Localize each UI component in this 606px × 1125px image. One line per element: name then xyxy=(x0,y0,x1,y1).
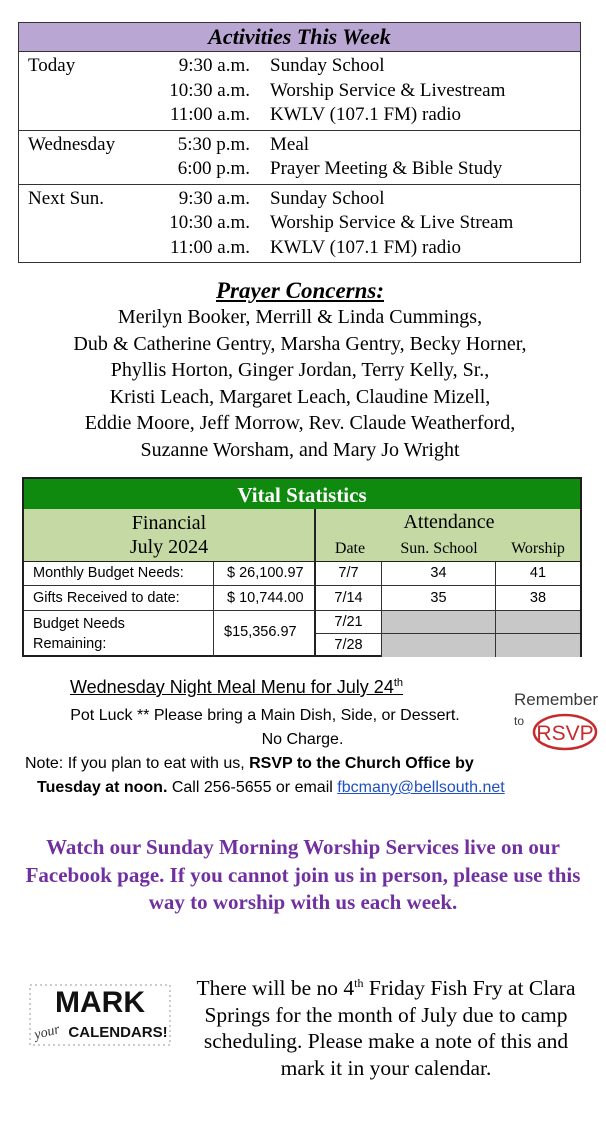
prayer-line: Kristi Leach, Margaret Leach, Claudine Mizell, xyxy=(109,385,491,408)
activity-desc: KWLV (107.1 FM) radio xyxy=(270,104,462,125)
activity-time: 11:00 a.m. xyxy=(169,236,250,258)
activity-row xyxy=(19,133,580,158)
attendance-date: 7/7 xyxy=(316,562,382,586)
meal-no-charge: No Charge. xyxy=(261,731,344,748)
activity-time: 9:30 a.m. xyxy=(178,55,250,76)
activity-time: 9:30 a.m. xyxy=(178,187,250,209)
attendance-date: 7/14 xyxy=(316,586,382,611)
activity-row xyxy=(19,157,580,182)
activity-time: 10:30 a.m. xyxy=(169,212,250,233)
activity-time: 6:00 p.m. xyxy=(177,158,250,179)
activity-group-today xyxy=(19,52,580,131)
activity-desc: Worship Service & Livestream xyxy=(270,79,506,101)
attendance-worship xyxy=(496,634,580,657)
badge-your: your xyxy=(32,1022,62,1043)
prayer-line: Dub & Catherine Gentry, Marsha Gentry, Becky Horner, xyxy=(73,332,527,355)
prayer-line: Eddie Moore, Jeff Morrow, Rev. Claude Weatherford, xyxy=(84,412,516,434)
col-worship-header: Worship xyxy=(511,540,565,557)
col-sunday-school-header: Sun. School xyxy=(400,540,478,557)
financial-header xyxy=(24,509,316,561)
activity-row xyxy=(19,211,580,236)
attendance-sunday-school: 34 xyxy=(382,562,496,586)
attendance-label: Attendance xyxy=(403,511,495,533)
col-date-header: Date xyxy=(334,540,366,557)
vital-statistics-title: Vital Statistics xyxy=(24,479,580,509)
meal-details xyxy=(0,704,560,800)
meal-contact-line: Tuesday at noon. Call 256-5655 or email fbcmany@bellsouth.net xyxy=(37,779,505,796)
financial-period: July 2024 xyxy=(129,536,209,558)
finance-label: Budget Needs Remaining: xyxy=(24,611,214,657)
badge-mark: MARK xyxy=(55,986,145,1019)
activity-row xyxy=(19,54,580,79)
attendance-worship: 38 xyxy=(496,586,580,611)
activity-row xyxy=(19,187,580,212)
activity-row xyxy=(19,103,580,128)
finance-value: $ 10,744.00 xyxy=(214,586,316,611)
activity-day: Today xyxy=(28,55,76,76)
activity-group-next-sunday xyxy=(19,185,580,263)
activity-desc: Sunday School xyxy=(270,187,385,209)
attendance-worship xyxy=(496,611,580,634)
email-link[interactable]: fbcmany@bellsouth.net xyxy=(337,779,505,796)
meal-potluck-line: Pot Luck ** Please bring a Main Dish, Side, or Dessert. xyxy=(70,707,460,724)
activity-row xyxy=(19,236,580,261)
prayer-concerns-list xyxy=(0,304,600,463)
attendance-date: 7/28 xyxy=(316,634,382,657)
activity-desc: KWLV (107.1 FM) radio xyxy=(270,236,462,258)
vital-grid xyxy=(24,562,580,655)
fish-fry-notice: There will be no 4th Friday Fish Fry at Clara Springs for the month of July due to camp scheduling. Please make a note of this and mark it in your calendar. xyxy=(196,976,576,1080)
attendance-sunday-school xyxy=(382,634,496,657)
activity-day: Next Sun. xyxy=(28,187,104,209)
activity-desc: Sunday School xyxy=(270,55,385,76)
prayer-line: Merilyn Booker, Merrill & Linda Cummings, xyxy=(117,306,483,328)
badge-to: to xyxy=(514,714,525,728)
activity-time: 5:30 p.m. xyxy=(177,133,250,155)
activity-time: 11:00 a.m. xyxy=(169,104,250,125)
meal-title: Wednesday Night Meal Menu for July 24th xyxy=(70,677,404,697)
activity-desc: Meal xyxy=(270,133,310,155)
activities-title: Activities This Week xyxy=(19,23,580,52)
prayer-concerns-title: Prayer Concerns: xyxy=(215,278,385,303)
finance-value: $15,356.97 xyxy=(214,611,316,657)
badge-rsvp: RSVP xyxy=(536,722,594,745)
activity-desc: Prayer Meeting & Bible Study xyxy=(270,158,503,179)
attendance-date: 7/21 xyxy=(316,611,382,634)
finance-label: Monthly Budget Needs: xyxy=(24,562,214,586)
vital-statistics-table xyxy=(22,477,582,657)
finance-value: $ 26,100.97 xyxy=(214,562,316,586)
activity-row xyxy=(19,79,580,104)
financial-label: Financial xyxy=(131,512,207,534)
activity-day: Wednesday xyxy=(28,133,116,155)
mark-your-calendars-badge xyxy=(26,981,174,1049)
attendance-sunday-school: 35 xyxy=(382,586,496,611)
watch-facebook-note: Watch our Sunday Morning Worship Services live on our Facebook page. If you cannot join us in person, please use this way to worship with us each week. xyxy=(25,835,581,914)
finance-label: Gifts Received to date: xyxy=(24,586,214,611)
badge-remember: Remember xyxy=(514,690,599,709)
vital-subheader xyxy=(24,509,580,562)
meal-note-line: Note: If you plan to eat with us, RSVP to the Church Office by xyxy=(25,755,474,772)
activities-table xyxy=(18,22,581,263)
activity-time: 10:30 a.m. xyxy=(169,79,250,101)
prayer-line: Suzanne Worsham, and Mary Jo Wright xyxy=(140,438,460,461)
prayer-line: Phyllis Horton, Ginger Jordan, Terry Kelly, Sr., xyxy=(110,359,490,381)
badge-calendars: CALENDARS! xyxy=(68,1024,168,1041)
activity-group-wednesday xyxy=(19,131,580,185)
activity-desc: Worship Service & Live Stream xyxy=(270,212,514,233)
attendance-sunday-school xyxy=(382,611,496,634)
attendance-worship: 41 xyxy=(496,562,580,586)
